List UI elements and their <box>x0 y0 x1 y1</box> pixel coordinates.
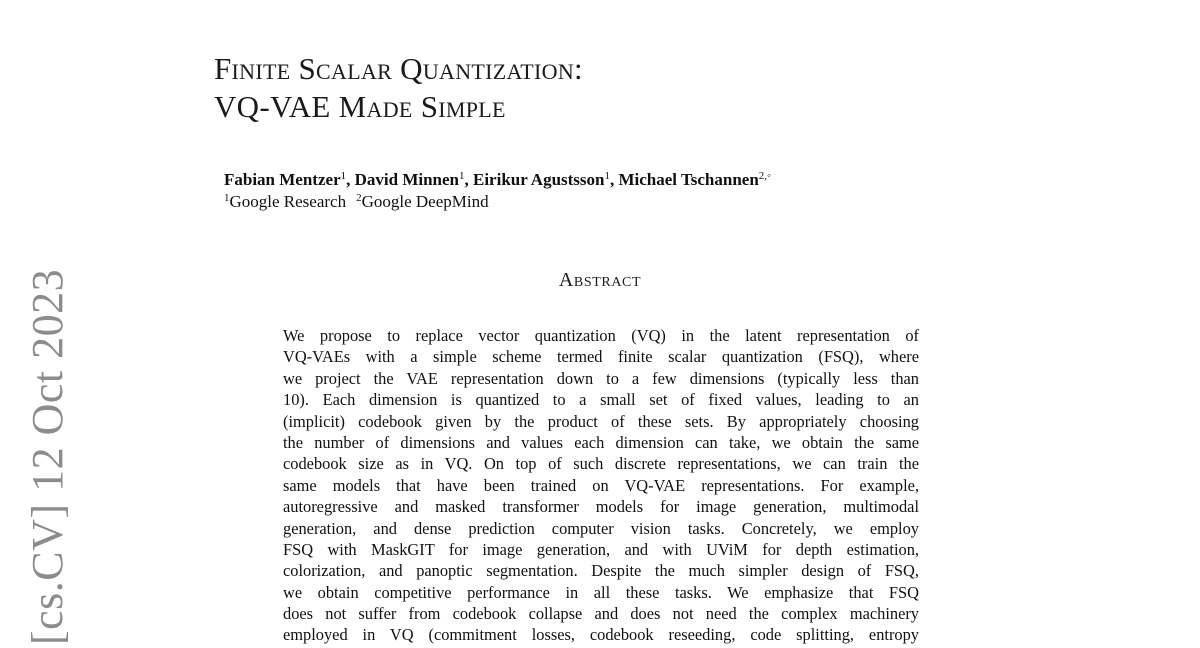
title-line-2: VQ-VAE Made Simple <box>214 89 506 124</box>
author-name: Michael Tschannen <box>618 170 759 189</box>
author-list: Fabian Mentzer$^1$, David Minnen$^1$, Eirikur Agustsson$^1$, Michael Tschannen$^{2,◦}$ <box>224 170 771 189</box>
affiliation-mark: 1 <box>224 192 230 204</box>
abstract-line: (implicit) codebook given by the product of these sets. By appropriately choosing <box>283 411 919 431</box>
abstract-line: VQ-VAEs with a simple scheme termed finite scalar quantization (FSQ), where <box>283 347 919 367</box>
affiliation-name: Google DeepMind <box>361 192 489 211</box>
abstract-line: employed in VQ (commitment losses, codebook reseeding, code splitting, entropy <box>283 625 919 645</box>
affiliation-name: Google Research <box>229 192 347 211</box>
paper-title <box>214 50 583 126</box>
abstract-line: we project the VAE representation down to a few dimensions (typically less than <box>283 368 919 388</box>
abstract-line: autoregressive and masked transformer models for image generation, multimodal <box>283 497 919 517</box>
abstract-body <box>283 325 919 646</box>
abstract-line: generation, and dense prediction computer vision tasks. Concretely, we employ <box>283 518 919 538</box>
abstract-line: we obtain competitive performance in all these tasks. We emphasize that FSQ <box>283 582 919 602</box>
affiliation-mark: 2 <box>356 192 362 204</box>
abstract-line: does not suffer from codebook collapse and does not need the complex machinery <box>283 604 919 624</box>
abstract-line: the number of dimensions and values each dimension can take, we obtain the same <box>283 432 919 452</box>
author-name: Fabian Mentzer <box>224 170 341 189</box>
author-affiliation-mark: 1 <box>459 170 465 182</box>
arxiv-stamp: [cs.CV] 12 Oct 2023 <box>23 268 72 645</box>
abstract-line: We propose to replace vector quantization (VQ) in the latent representation of <box>283 326 919 345</box>
abstract-line: codebook size as in VQ. On top of such discrete representations, we can train the <box>283 454 919 474</box>
author-affiliation-mark: 2,◦ <box>758 170 771 182</box>
author-name: Eirikur Agustsson <box>473 170 605 189</box>
abstract-line: same models that have been trained on VQ-VAE representations. For example, <box>283 475 919 495</box>
abstract-line: colorization, and panoptic segmentation. Despite the much simpler design of FSQ, <box>283 561 919 581</box>
title-line-1: Finite Scalar Quantization: <box>214 51 583 86</box>
author-affiliation-mark: 1 <box>340 170 347 182</box>
abstract-line: 10). Each dimension is quantized to a small set of fixed values, leading to an <box>283 390 919 410</box>
affiliation-list <box>224 191 489 212</box>
abstract-line: FSQ with MaskGIT for image generation, and with UViM for depth estimation, <box>283 539 919 559</box>
author-affiliation-mark: 1 <box>604 170 610 182</box>
author-name: David Minnen <box>354 170 459 189</box>
abstract-heading: Abstract <box>558 269 642 291</box>
